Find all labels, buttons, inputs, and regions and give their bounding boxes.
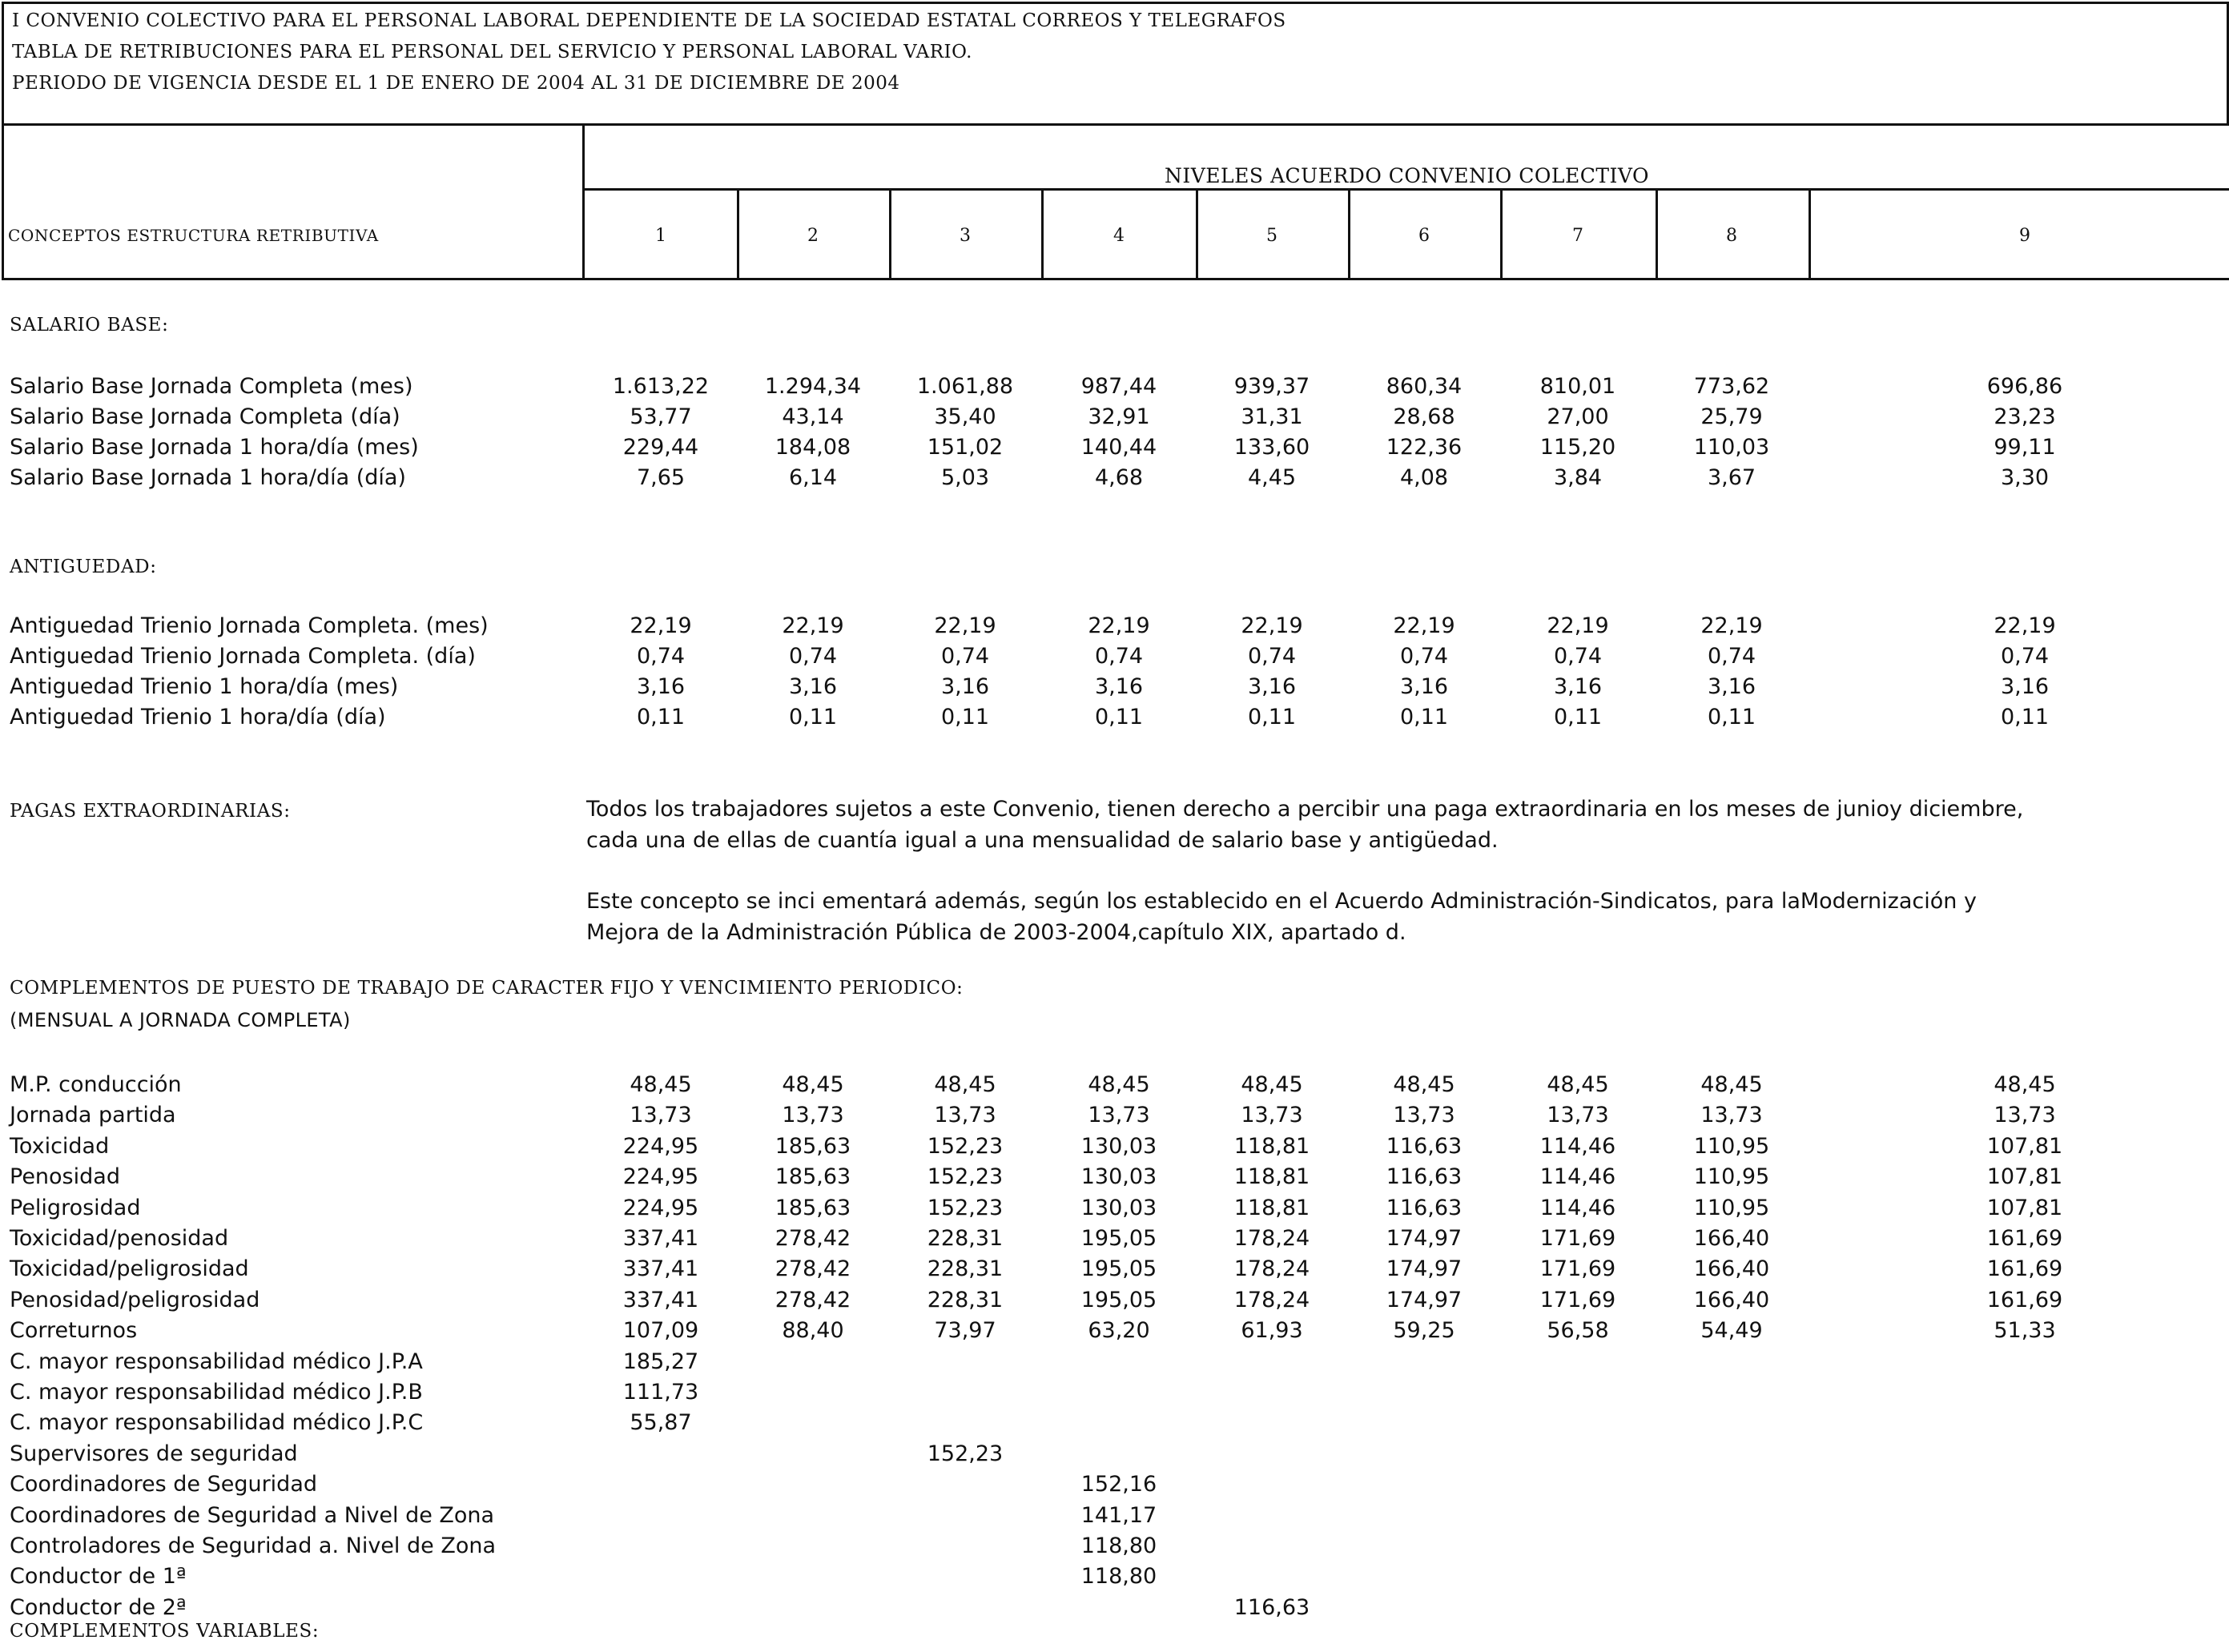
value-cell-level-9: 161,69: [1986, 1226, 2063, 1251]
table-row: [0, 465, 2229, 496]
value-cell-level-7: 13,73: [1547, 1103, 1609, 1128]
value-cell-level-1: 3,16: [636, 674, 686, 699]
value-cell-level-2: 48,45: [782, 1072, 844, 1097]
table-row: [0, 613, 2229, 644]
row-label: Salario Base Jornada 1 hora/día (día): [10, 465, 406, 490]
section-title-pagas: PAGAS EXTRAORDINARIAS:: [10, 801, 291, 822]
value-cell-level-1: 337,41: [622, 1287, 699, 1312]
table-row: [0, 1196, 2229, 1226]
value-cell-level-1: 224,95: [622, 1195, 699, 1220]
table-row: [0, 1472, 2229, 1502]
row-label: Salario Base Jornada Completa (mes): [10, 374, 413, 399]
value-cell-level-1: 107,09: [622, 1318, 699, 1344]
header-line-3: PERIODO DE VIGENCIA DESDE EL 1 DE ENERO DE 2004 AL 31 DE DICIEMBRE DE 2004: [12, 73, 900, 94]
value-cell-level-5: 178,24: [1233, 1287, 1310, 1312]
table-row: [0, 674, 2229, 705]
value-cell-level-9: 0,11: [2000, 705, 2050, 730]
row-label: Penosidad: [10, 1164, 120, 1190]
value-cell-level-2: 13,73: [782, 1103, 844, 1128]
value-cell-level-4: 195,05: [1080, 1256, 1157, 1282]
conceptos-heading: CONCEPTOS ESTRUCTURA RETRIBUTIVA: [8, 226, 379, 245]
value-cell-level-1: 185,27: [622, 1349, 699, 1374]
value-cell-level-3: 5,03: [940, 465, 990, 490]
value-cell-level-9: 23,23: [1994, 404, 2056, 429]
row-label: C. mayor responsabilidad médico J.P.A: [10, 1349, 423, 1374]
value-cell-level-9: 107,81: [1986, 1195, 2063, 1220]
value-cell-level-5: 4,45: [1247, 465, 1297, 490]
value-cell-level-3: 0,11: [940, 705, 990, 730]
table-row: [0, 1164, 2229, 1195]
level-divider: [889, 188, 891, 280]
level-divider: [1348, 188, 1350, 280]
value-cell-level-8: 166,40: [1693, 1256, 1770, 1282]
value-cell-level-5: 133,60: [1233, 435, 1310, 460]
row-label: Coordinadores de Seguridad a Nivel de Zona: [10, 1502, 495, 1528]
level-header-7: 7: [1572, 226, 1583, 246]
value-cell-level-2: 0,74: [788, 644, 838, 669]
value-cell-level-2: 1.294,34: [764, 374, 862, 399]
value-cell-level-8: 110,95: [1693, 1164, 1770, 1190]
value-cell-level-8: 166,40: [1693, 1226, 1770, 1251]
pagas-para1-line2: cada una de ellas de cuantía igual a una mensualidad de salario base y antigüedad.: [586, 828, 1499, 853]
value-cell-level-6: 116,63: [1386, 1164, 1463, 1190]
value-cell-level-8: 110,95: [1693, 1133, 1770, 1159]
value-cell-level-9: 161,69: [1986, 1256, 2063, 1282]
value-cell-level-5: 118,81: [1233, 1133, 1310, 1159]
table-row: [0, 1134, 2229, 1164]
value-cell-level-4: 32,91: [1088, 404, 1150, 429]
row-label: Correturnos: [10, 1318, 138, 1344]
level-header-2: 2: [807, 226, 819, 246]
value-cell-level-4: 140,44: [1080, 435, 1157, 460]
value-cell-level-7: 0,11: [1553, 705, 1603, 730]
value-cell-level-6: 59,25: [1393, 1318, 1455, 1344]
table-row: [0, 374, 2229, 404]
table-row: [0, 1318, 2229, 1349]
value-cell-level-2: 184,08: [775, 435, 851, 460]
value-cell-level-3: 35,40: [934, 404, 996, 429]
table-border-left: [2, 126, 4, 280]
value-cell-level-9: 13,73: [1994, 1103, 2056, 1128]
value-cell-level-4: 195,05: [1080, 1287, 1157, 1312]
value-cell-level-8: 48,45: [1700, 1072, 1763, 1097]
value-cell-level-3: 3,16: [940, 674, 990, 699]
value-cell-level-4: 0,74: [1094, 644, 1144, 669]
value-cell-level-7: 171,69: [1539, 1226, 1616, 1251]
value-cell-level-6: 48,45: [1393, 1072, 1455, 1097]
value-cell-level-1: 337,41: [622, 1226, 699, 1251]
table-row: [0, 1410, 2229, 1441]
row-label: Toxicidad/penosidad: [10, 1226, 229, 1251]
value-cell-level-8: 0,11: [1707, 705, 1756, 730]
value-cell-level-2: 185,63: [775, 1164, 851, 1190]
value-cell-level-8: 166,40: [1693, 1287, 1770, 1312]
value-cell-level-6: 4,08: [1399, 465, 1449, 490]
value-cell-level-8: 25,79: [1700, 404, 1763, 429]
value-cell-level-2: 22,19: [782, 613, 844, 638]
level-header-6: 6: [1418, 226, 1430, 246]
value-cell-level-5: 116,63: [1233, 1594, 1310, 1620]
table-row: [0, 435, 2229, 465]
value-cell-level-4: 130,03: [1080, 1195, 1157, 1220]
value-cell-level-9: 0,74: [2000, 644, 2050, 669]
row-label: Salario Base Jornada Completa (día): [10, 404, 400, 429]
value-cell-level-5: 22,19: [1241, 613, 1303, 638]
pagas-para2-line2: Mejora de la Administración Pública de 2003-2004,capítulo XIX, apartado d.: [586, 920, 1406, 945]
table-row: [0, 1503, 2229, 1533]
value-cell-level-7: 56,58: [1547, 1318, 1609, 1344]
value-cell-level-4: 152,16: [1080, 1472, 1157, 1497]
value-cell-level-8: 54,49: [1700, 1318, 1763, 1344]
value-cell-level-2: 185,63: [775, 1195, 851, 1220]
header-line-1: I CONVENIO COLECTIVO PARA EL PERSONAL LABORAL DEPENDIENTE DE LA SOCIEDAD ESTATAL CORREOS Y TELEGRAFOS: [12, 10, 1286, 31]
value-cell-level-9: 161,69: [1986, 1287, 2063, 1312]
value-cell-level-5: 31,31: [1241, 404, 1303, 429]
value-cell-level-1: 7,65: [636, 465, 686, 490]
level-divider: [737, 188, 739, 280]
section-title-variables: COMPLEMENTOS VARIABLES:: [10, 1621, 320, 1642]
value-cell-level-5: 178,24: [1233, 1256, 1310, 1282]
value-cell-level-5: 48,45: [1241, 1072, 1303, 1097]
table-row: [0, 1380, 2229, 1410]
value-cell-level-2: 3,16: [788, 674, 838, 699]
section-subtitle-complementos: (MENSUAL A JORNADA COMPLETA): [10, 1009, 351, 1031]
value-cell-level-9: 696,86: [1986, 374, 2063, 399]
value-cell-level-4: 130,03: [1080, 1164, 1157, 1190]
value-cell-level-4: 130,03: [1080, 1133, 1157, 1159]
value-cell-level-1: 337,41: [622, 1256, 699, 1282]
value-cell-level-1: 0,11: [636, 705, 686, 730]
value-cell-level-8: 0,74: [1707, 644, 1756, 669]
table-row: [0, 1441, 2229, 1472]
row-label: Toxicidad: [10, 1133, 110, 1159]
row-label: Toxicidad/peligrosidad: [10, 1256, 249, 1282]
table-row: [0, 1564, 2229, 1594]
row-label: Jornada partida: [10, 1103, 176, 1128]
value-cell-level-2: 278,42: [775, 1256, 851, 1282]
value-cell-level-7: 171,69: [1539, 1287, 1616, 1312]
value-cell-level-1: 53,77: [630, 404, 692, 429]
value-cell-level-4: 195,05: [1080, 1226, 1157, 1251]
value-cell-level-9: 22,19: [1994, 613, 2056, 638]
value-cell-level-5: 13,73: [1241, 1103, 1303, 1128]
value-cell-level-1: 229,44: [622, 435, 699, 460]
value-cell-level-3: 22,19: [934, 613, 996, 638]
level-header-1: 1: [655, 226, 666, 246]
section-title-complementos: COMPLEMENTOS DE PUESTO DE TRABAJO DE CARACTER FIJO Y VENCIMIENTO PERIODICO:: [10, 978, 964, 999]
value-cell-level-6: 116,63: [1386, 1195, 1463, 1220]
value-cell-level-5: 939,37: [1233, 374, 1310, 399]
value-cell-level-4: 4,68: [1094, 465, 1144, 490]
value-cell-level-3: 152,23: [927, 1164, 1004, 1190]
row-label: Peligrosidad: [10, 1195, 141, 1220]
value-cell-level-4: 987,44: [1080, 374, 1157, 399]
value-cell-level-6: 174,97: [1386, 1226, 1463, 1251]
level-header-4: 4: [1113, 226, 1125, 246]
value-cell-level-9: 99,11: [1994, 435, 2056, 460]
value-cell-level-2: 6,14: [788, 465, 838, 490]
value-cell-level-2: 278,42: [775, 1287, 851, 1312]
value-cell-level-7: 48,45: [1547, 1072, 1609, 1097]
pagas-para1-line1: Todos los trabajadores sujetos a este Convenio, tienen derecho a percibir una paga extraordinaria en los meses de junioy diciembre,: [586, 797, 2024, 822]
value-cell-level-9: 107,81: [1986, 1164, 2063, 1190]
value-cell-level-7: 115,20: [1539, 435, 1616, 460]
value-cell-level-6: 3,16: [1399, 674, 1449, 699]
value-cell-level-2: 185,63: [775, 1133, 851, 1159]
table-header: [2, 123, 2229, 280]
row-label: Antiguedad Trienio 1 hora/día (mes): [10, 674, 399, 699]
value-cell-level-6: 174,97: [1386, 1287, 1463, 1312]
value-cell-level-1: 22,19: [630, 613, 692, 638]
value-cell-level-7: 3,16: [1553, 674, 1603, 699]
value-cell-level-7: 810,01: [1539, 374, 1616, 399]
row-label: Antiguedad Trienio 1 hora/día (día): [10, 705, 386, 730]
table-divider-concepts: [582, 126, 585, 280]
value-cell-level-1: 55,87: [630, 1410, 692, 1436]
level-header-8: 8: [1726, 226, 1737, 246]
value-cell-level-7: 114,46: [1539, 1133, 1616, 1159]
level-divider: [1041, 188, 1044, 280]
value-cell-level-7: 22,19: [1547, 613, 1609, 638]
value-cell-level-5: 61,93: [1241, 1318, 1303, 1344]
header-line-2: TABLA DE RETRIBUCIONES PARA EL PERSONAL DEL SERVICIO Y PERSONAL LABORAL VARIO.: [12, 42, 972, 62]
niveles-heading: NIVELES ACUERDO CONVENIO COLECTIVO: [1164, 164, 1650, 187]
value-cell-level-1: 224,95: [622, 1133, 699, 1159]
table-row: [0, 1595, 2229, 1626]
value-cell-level-3: 228,31: [927, 1287, 1004, 1312]
pagas-paragraph-2: [586, 886, 2204, 948]
value-cell-level-5: 178,24: [1233, 1226, 1310, 1251]
table-divider-niveles: [582, 188, 2229, 191]
level-divider: [1196, 188, 1198, 280]
row-label: M.P. conducción: [10, 1072, 182, 1097]
value-cell-level-4: 0,11: [1094, 705, 1144, 730]
table-row: [0, 1349, 2229, 1380]
value-cell-level-3: 228,31: [927, 1256, 1004, 1282]
table-row: [0, 705, 2229, 735]
value-cell-level-1: 1.613,22: [612, 374, 710, 399]
value-cell-level-3: 48,45: [934, 1072, 996, 1097]
value-cell-level-5: 118,81: [1233, 1195, 1310, 1220]
value-cell-level-3: 228,31: [927, 1226, 1004, 1251]
pagas-para2-line1: Este concepto se inci ementará además, según los establecido en el Acuerdo Administración-Sindicatos, para laModernización y: [586, 889, 1977, 914]
value-cell-level-2: 88,40: [782, 1318, 844, 1344]
value-cell-level-9: 3,16: [2000, 674, 2050, 699]
value-cell-level-6: 0,11: [1399, 705, 1449, 730]
row-label: Penosidad/peligrosidad: [10, 1287, 260, 1312]
value-cell-level-3: 0,74: [940, 644, 990, 669]
value-cell-level-3: 152,23: [927, 1133, 1004, 1159]
value-cell-level-4: 3,16: [1094, 674, 1144, 699]
row-label: C. mayor responsabilidad médico J.P.C: [10, 1410, 424, 1436]
section-title-salario-base: SALARIO BASE:: [10, 315, 169, 336]
value-cell-level-8: 3,16: [1707, 674, 1756, 699]
document-header: [2, 2, 2229, 123]
value-cell-level-6: 28,68: [1393, 404, 1455, 429]
value-cell-level-3: 13,73: [934, 1103, 996, 1128]
value-cell-level-8: 22,19: [1700, 613, 1763, 638]
value-cell-level-1: 48,45: [630, 1072, 692, 1097]
value-cell-level-1: 111,73: [622, 1380, 699, 1405]
row-label: Conductor de 1ª: [10, 1564, 187, 1590]
level-divider: [1809, 188, 1811, 280]
value-cell-level-5: 3,16: [1247, 674, 1297, 699]
row-label: Salario Base Jornada 1 hora/día (mes): [10, 435, 419, 460]
value-cell-level-1: 224,95: [622, 1164, 699, 1190]
level-divider: [1656, 188, 1658, 280]
value-cell-level-6: 174,97: [1386, 1256, 1463, 1282]
table-row: [0, 644, 2229, 674]
value-cell-level-2: 278,42: [775, 1226, 851, 1251]
value-cell-level-4: 63,20: [1088, 1318, 1150, 1344]
value-cell-level-4: 48,45: [1088, 1072, 1150, 1097]
section-title-antiguedad: ANTIGUEDAD:: [10, 557, 157, 577]
table-row: [0, 1072, 2229, 1103]
value-cell-level-7: 0,74: [1553, 644, 1603, 669]
pagas-paragraph-1: [586, 794, 2204, 856]
value-cell-level-7: 3,84: [1553, 465, 1603, 490]
value-cell-level-4: 141,17: [1080, 1502, 1157, 1528]
value-cell-level-5: 0,74: [1247, 644, 1297, 669]
value-cell-level-7: 114,46: [1539, 1195, 1616, 1220]
level-divider: [1500, 188, 1503, 280]
value-cell-level-6: 122,36: [1386, 435, 1463, 460]
value-cell-level-6: 22,19: [1393, 613, 1455, 638]
value-cell-level-3: 1.061,88: [916, 374, 1014, 399]
value-cell-level-3: 73,97: [934, 1318, 996, 1344]
value-cell-level-4: 13,73: [1088, 1103, 1150, 1128]
value-cell-level-6: 116,63: [1386, 1133, 1463, 1159]
table-row: [0, 1103, 2229, 1133]
value-cell-level-7: 27,00: [1547, 404, 1609, 429]
value-cell-level-4: 118,80: [1080, 1564, 1157, 1590]
level-header-5: 5: [1266, 226, 1277, 246]
row-label: Controladores de Seguridad a. Nivel de Zona: [10, 1533, 496, 1558]
row-label: Supervisores de seguridad: [10, 1441, 298, 1466]
value-cell-level-8: 3,67: [1707, 465, 1756, 490]
value-cell-level-6: 860,34: [1386, 374, 1463, 399]
value-cell-level-5: 118,81: [1233, 1164, 1310, 1190]
value-cell-level-5: 0,11: [1247, 705, 1297, 730]
value-cell-level-7: 171,69: [1539, 1256, 1616, 1282]
level-header-9: 9: [2019, 226, 2030, 246]
value-cell-level-3: 152,23: [927, 1441, 1004, 1466]
value-cell-level-1: 13,73: [630, 1103, 692, 1128]
value-cell-level-2: 43,14: [782, 404, 844, 429]
level-header-3: 3: [960, 226, 971, 246]
value-cell-level-6: 0,74: [1399, 644, 1449, 669]
value-cell-level-6: 13,73: [1393, 1103, 1455, 1128]
value-cell-level-4: 22,19: [1088, 613, 1150, 638]
value-cell-level-8: 110,95: [1693, 1195, 1770, 1220]
table-row: [0, 1256, 2229, 1287]
row-label: Conductor de 2ª: [10, 1594, 187, 1620]
table-row: [0, 1533, 2229, 1564]
value-cell-level-9: 48,45: [1994, 1072, 2056, 1097]
value-cell-level-8: 773,62: [1693, 374, 1770, 399]
value-cell-level-1: 0,74: [636, 644, 686, 669]
value-cell-level-9: 51,33: [1994, 1318, 2056, 1344]
value-cell-level-3: 151,02: [927, 435, 1004, 460]
value-cell-level-2: 0,11: [788, 705, 838, 730]
value-cell-level-7: 114,46: [1539, 1164, 1616, 1190]
value-cell-level-8: 110,03: [1693, 435, 1770, 460]
value-cell-level-3: 152,23: [927, 1195, 1004, 1220]
value-cell-level-4: 118,80: [1080, 1533, 1157, 1558]
value-cell-level-9: 3,30: [2000, 465, 2050, 490]
value-cell-level-9: 107,81: [1986, 1133, 2063, 1159]
row-label: Antiguedad Trienio Jornada Completa. (día): [10, 644, 476, 669]
table-row: [0, 1288, 2229, 1318]
row-label: Coordinadores de Seguridad: [10, 1472, 317, 1497]
table-row: [0, 1226, 2229, 1256]
row-label: C. mayor responsabilidad médico J.P.B: [10, 1380, 423, 1405]
value-cell-level-8: 13,73: [1700, 1103, 1763, 1128]
table-row: [0, 404, 2229, 435]
row-label: Antiguedad Trienio Jornada Completa. (mes): [10, 613, 489, 638]
